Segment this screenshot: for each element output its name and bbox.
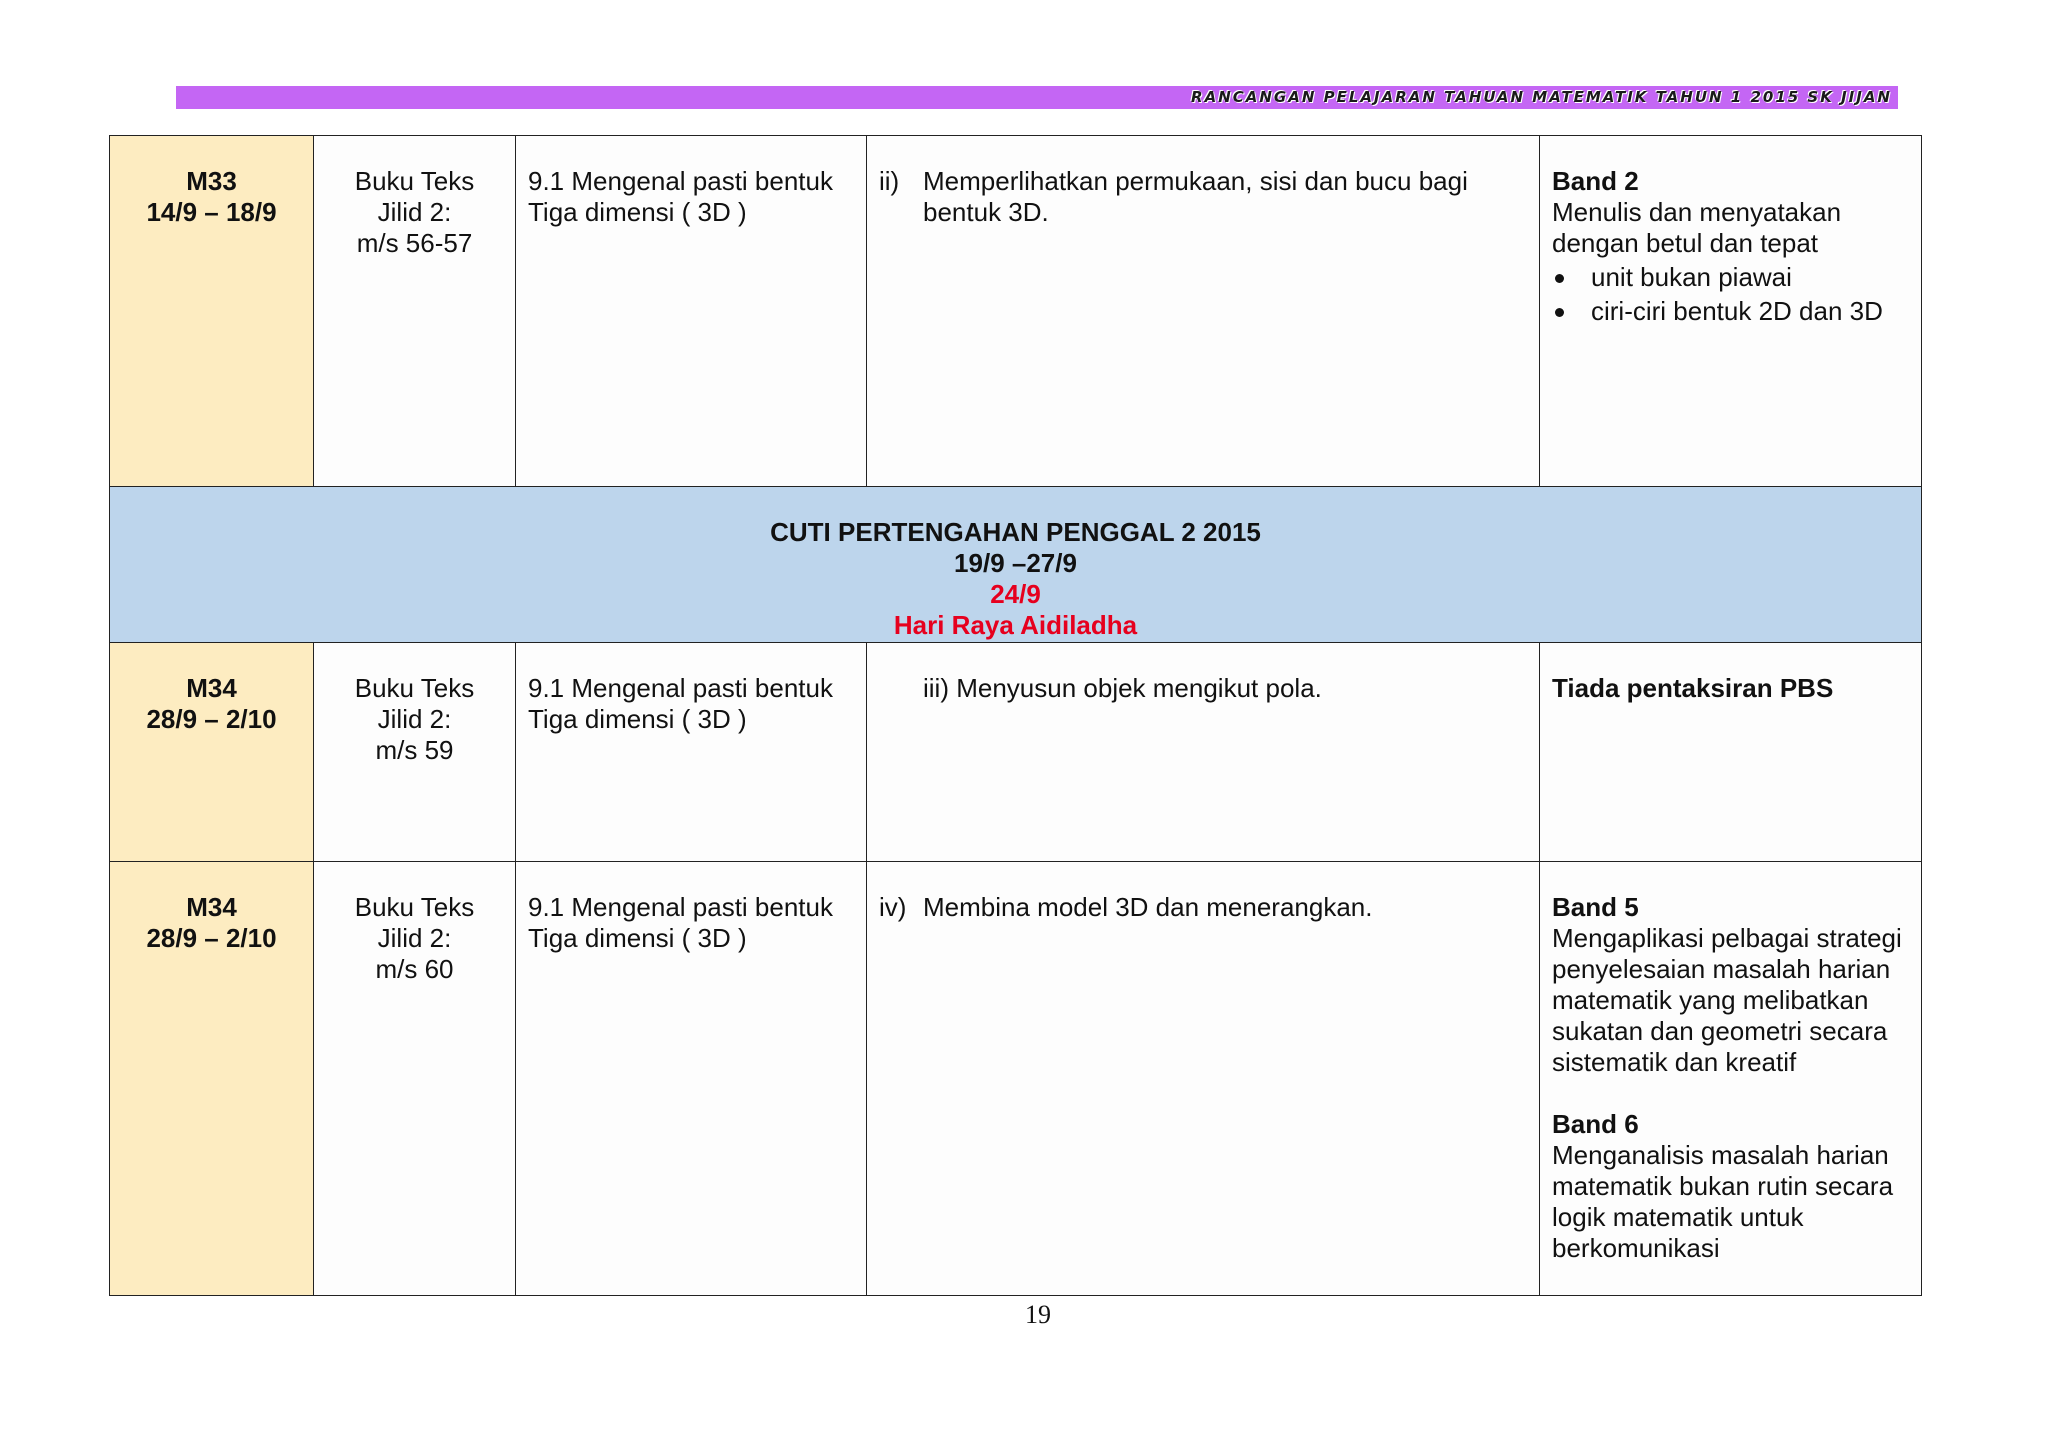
holiday-red-date: 24/9 [990,579,1041,609]
objective-cell [867,136,1540,487]
lesson-plan-table [109,135,1922,1296]
header-title: RANCANGAN PELAJARAN TAHUAN MATEMATIK TAHUN 1 2015 SK JIJAN [1191,88,1892,106]
objective-text: Memperlihatkan permukaan, sisi dan bucu bagi bentuk 3D. [923,166,1468,227]
standard-cell [516,643,867,862]
table-row [110,643,1922,862]
week-dates: 28/9 – 2/10 [146,704,277,734]
standard-cell [516,862,867,1296]
standard-cell [516,136,867,487]
resource-cell [314,643,516,862]
resource-line: Jilid 2: [377,197,452,227]
objective-cell [867,643,1540,862]
resource-line: Jilid 2: [377,923,452,953]
resource-line: m/s 56-57 [356,228,473,258]
resource-cell [314,862,516,1296]
bullet-item: ciri-ciri bentuk 2D dan 3D [1552,296,1909,327]
standard-text: 9.1 Mengenal pasti bentuk Tiga dimensi ( 3D ) [528,892,833,953]
table-row [110,862,1922,1296]
objective-text: iii) Menyusun objek mengikut pola. [923,673,1322,703]
objective-item [879,166,1527,228]
objective-number: iv) [879,892,907,922]
band-text: Menulis dan menyatakan dengan betul dan tepat [1552,197,1842,258]
band-title: Band 5 [1552,892,1639,922]
resource-line: Buku Teks [354,892,475,922]
page-number: 19 [1025,1300,1051,1329]
objective-item [879,892,1527,923]
band-text: Mengaplikasi pelbagai strategi penyelesaian masalah harian matematik yang melibatkan sukatan dan geometri secara sistematik dan kreatif [1552,923,1902,1077]
resource-line: m/s 60 [375,954,454,984]
resource-line: Jilid 2: [377,704,452,734]
band-title: Band 6 [1552,1109,1639,1139]
resource-line: Buku Teks [354,166,475,196]
week-dates: 14/9 – 18/9 [146,197,277,227]
resource-cell [314,136,516,487]
objective-text: Membina model 3D dan menerangkan. [923,892,1373,922]
week-dates: 28/9 – 2/10 [146,923,277,953]
week-label: M33 [186,166,237,196]
holiday-row [110,487,1922,643]
holiday-cell [110,487,1922,643]
band-title: Tiada pentaksiran PBS [1552,673,1834,703]
assessment-cell [1540,643,1922,862]
week-cell [110,136,314,487]
band-text: Menganalisis masalah harian matematik bukan rutin secara logik matematik untuk berkomunikasi [1552,1140,1894,1263]
holiday-dates: 19/9 –27/9 [954,548,1077,578]
table-row [110,136,1922,487]
week-label: M34 [186,673,237,703]
resource-line: Buku Teks [354,673,475,703]
objective-number: ii) [879,166,900,196]
band-bullets [1552,262,1909,327]
header-bar [176,86,1898,109]
standard-text: 9.1 Mengenal pasti bentuk Tiga dimensi ( 3D ) [528,166,833,227]
holiday-title: CUTI PERTENGAHAN PENGGAL 2 2015 [770,517,1261,547]
holiday-red-label: Hari Raya Aidiladha [893,610,1138,640]
resource-line: m/s 59 [375,735,454,765]
assessment-cell [1540,862,1922,1296]
week-cell [110,643,314,862]
objective-item [879,673,1527,704]
objective-cell [867,862,1540,1296]
assessment-cell [1540,136,1922,487]
bullet-item: unit bukan piawai [1552,262,1909,293]
week-label: M34 [186,892,237,922]
band-title: Band 2 [1552,166,1639,196]
week-cell [110,862,314,1296]
standard-text: 9.1 Mengenal pasti bentuk Tiga dimensi ( 3D ) [528,673,833,734]
